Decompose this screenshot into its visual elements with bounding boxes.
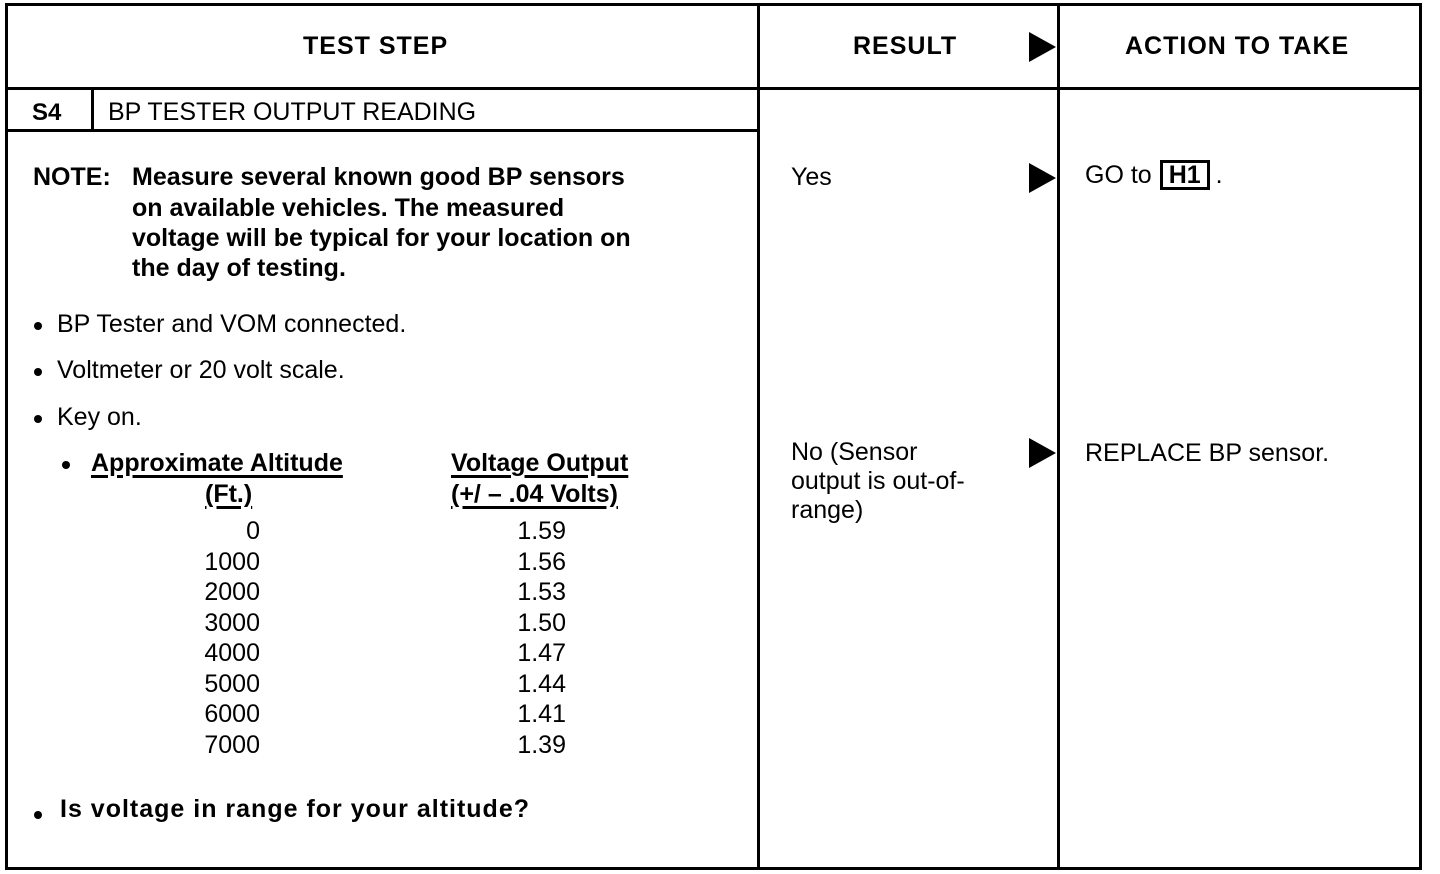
action-yes-suffix: . [1215,161,1223,189]
action-no: REPLACE BP sensor. [1085,439,1330,467]
altitude-value: 7000 [204,730,260,759]
note-line-2: on available vehicles. The measured [132,194,565,222]
bullet-item: BP Tester and VOM connected. [57,310,407,338]
right-triangle-arrow-icon [1029,163,1056,193]
step-id: S4 [32,99,62,126]
voltage-value: 1.44 [517,669,566,698]
altitude-header: Approximate Altitude [91,449,343,477]
altitude-value: 4000 [204,639,260,667]
question: Is voltage in range for your altitude? [60,795,531,823]
note-label: NOTE: [33,163,111,191]
voltage-value: 1.56 [517,547,566,576]
header-result: RESULT [853,32,958,60]
action-yes-prefix: GO to [1085,161,1152,189]
bullet-item: Voltmeter or 20 volt scale. [57,356,345,384]
step-reference-h1: H1 [1160,160,1210,190]
result-no-line-3: range) [791,496,864,524]
note-line-1: Measure several known good BP sensors [132,163,625,191]
note-line-3: voltage will be typical for your location on [132,224,631,252]
altitude-value: 5000 [204,669,260,698]
altitude-value: 3000 [204,608,260,637]
voltage-value: 1.53 [517,578,566,606]
bullet-dot-icon [34,368,42,376]
voltage-tolerance-header: (+/ – .04 Volts) [451,480,618,508]
altitude-unit-header: (Ft.) [205,480,253,508]
result-yes: Yes [791,163,832,191]
altitude-value: 2000 [204,578,260,606]
voltage-value: 1.47 [517,639,566,667]
altitude-value: 1000 [204,547,260,576]
header-divider [5,87,1422,90]
column-divider-1 [757,3,760,870]
result-no-line-1: No (Sensor [791,438,918,466]
header-test-step: TEST STEP [303,32,449,60]
bullet-dot-icon [34,811,42,819]
bullet-dot-icon [34,322,42,330]
voltage-value: 1.59 [517,517,566,545]
right-triangle-arrow-icon [1029,32,1056,62]
step-title-divider [5,129,757,132]
note-line-4: the day of testing. [132,254,346,282]
voltage-value: 1.41 [517,700,566,728]
voltage-value: 1.39 [517,730,566,759]
bullet-dot-icon [62,461,70,469]
right-triangle-arrow-icon [1029,438,1056,468]
step-title: BP TESTER OUTPUT READING [108,98,477,126]
step-id-divider [91,90,94,130]
action-yes [1085,160,1223,190]
bullet-item: Key on. [57,403,142,431]
altitude-value: 0 [246,517,260,545]
column-divider-2 [1057,3,1060,870]
voltage-header: Voltage Output [451,449,629,477]
result-no-line-2: output is out-of- [791,467,965,495]
header-action: ACTION TO TAKE [1125,32,1350,60]
voltage-value: 1.50 [517,608,566,637]
bullet-dot-icon [34,415,42,423]
altitude-value: 6000 [204,700,260,728]
